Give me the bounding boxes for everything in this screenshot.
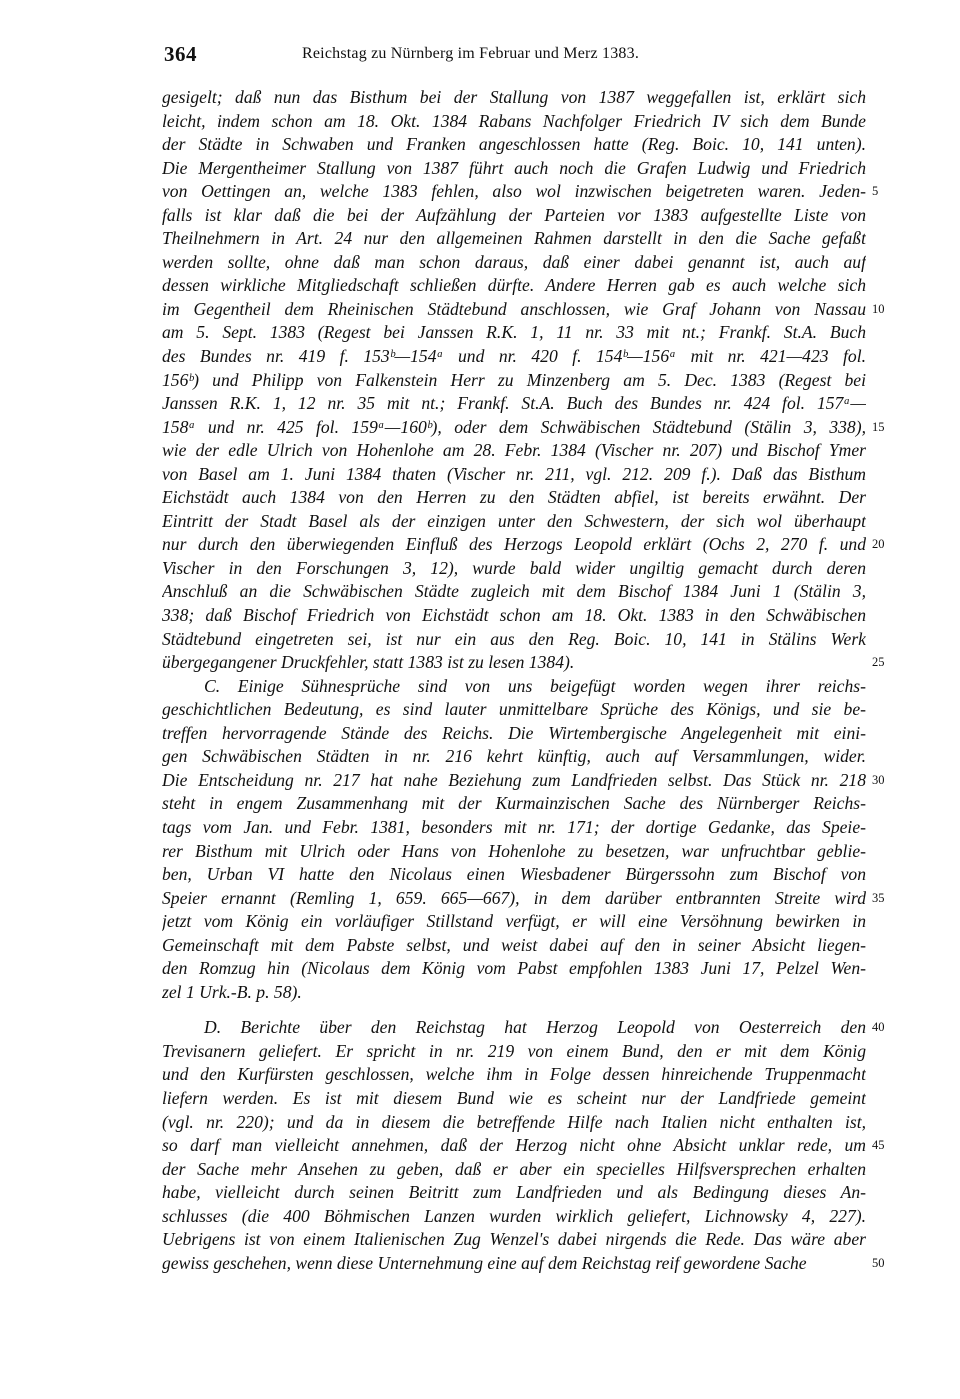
text-line: Theilnehmern in Art. 24 nur den allgemeinen Rahmen darstellt in den die Sache gefaßt [162,228,866,249]
text-line: C. Einige Sühnesprüche sind von uns beigefügt worden wegen ihrer reichs- [204,675,866,696]
margin-line-number: 35 [872,890,885,905]
text-line: ben, Urban VI hatte den Nicolaus einen Wiesbadener Bürgerssohn zum Bischof von [162,864,866,885]
text-line: steht in engem Zusammenhang mit der Kurmainzischen Sache des Nürnberger Reichs- [162,793,866,814]
text-line: dessen wirkliche Mitgliedschaft schließen dürfte. Andere Herren gab es auch welche sich [162,275,866,296]
text-line: 338; daß Bischof Friedrich von Eichstädt schon am 18. Okt. 1383 in den Schwäbischen [162,605,866,626]
text-line: im Gegentheil dem Rheinischen Städtebund anschlossen, wie Graf Johann von Nassau [162,298,866,319]
text-line: von Basel am 1. Juni 1384 thaten (Vischer nr. 211, vgl. 212. 209 f.). Daß das Bisthum [162,463,866,484]
text-line: D. Berichte über den Reichstag hat Herzog Leopold von Oesterreich den [204,1017,866,1038]
running-title: Reichstag zu Nürnberg im Februar und Merz 1383. [302,45,640,62]
text-line: Die Entscheidung nr. 217 hat nahe Beziehung zum Landfrieden selbst. Das Stück nr. 218 [162,769,866,790]
text-line: übergegangener Druckfehler, statt 1383 ist zu lesen 1384). [162,652,575,673]
text-line: Trevisanern geliefert. Er spricht in nr. 219 von einem Bund, den er mit dem König [162,1040,866,1061]
text-line: leicht, indem schon am 18. Okt. 1384 Rabans Nachfolger Friedrich IV sich dem Bunde [162,110,866,131]
text-line: Uebrigens ist von einem Italienischen Zug Wenzel's dabei nirgends die Rede. Das wäre aber [162,1229,866,1250]
text-line: am 5. Sept. 1383 (Regest bei Janssen R.K. 1, 11 nr. 33 mit nt.; Frankf. St.A. Buch [162,322,866,343]
text-line: gewiss geschehen, wenn diese Unternehmung eine auf dem Reichstag reif gewordene Sache [162,1252,807,1273]
margin-line-number: 20 [872,537,885,552]
text-line: liefern werden. Es ist mit diesem Bund wie es scheint nur der Landfriede gemeint [162,1087,866,1108]
text-line: Städtebund eingetreten sei, ist nur ein aus den Reg. Boic. 10, 141 in Stälins Werk [162,628,866,649]
margin-line-number: 10 [872,301,885,316]
page-number: 364 [164,42,197,66]
margin-line-number: 25 [872,655,885,670]
text-line: schlusses (die 400 Böhmischen Lanzen wurden wirklich geliefert, Lichnowsky 4, 227). [162,1205,866,1226]
text-line: so darf man vielleicht annehmen, daß der Herzog nicht ohne Absicht unklar rede, um [162,1135,866,1156]
margin-line-number: 50 [872,1255,885,1270]
text-line: tags vom Jan. und Febr. 1381, besonders mit nr. 171; der dortige Gedanke, das Speie- [162,816,866,837]
text-line: der Städte in Schwaben und Franken angeschlossen hatte (Reg. Boic. 10, 141 unten). [162,134,866,155]
margin-line-number: 5 [872,184,879,199]
text-line: Eintritt der Stadt Basel als der einzigen unter den Schwestern, der sich wol überhaupt [162,510,866,531]
text-line: werden sollte, ohne daß man schon daraus, daß einer dabei genannt ist, auch auf [162,251,866,272]
text-line: und den Kurfürsten geschlossen, welche ihm in Folge dessen hinreichende Truppenmacht [162,1064,866,1085]
text-line: 158ᵃ und nr. 425 fol. 159ᵃ—160ᵇ), oder dem Schwäbischen Städtebund (Stälin 3, 338), [162,416,866,437]
body-text [162,86,866,1275]
text-line: Janssen R.K. 1, 12 nr. 35 mit nt.; Frankf. St.A. Buch des Bundes nr. 424 fol. 157ᵃ— [162,393,866,414]
text-line: Die Mergentheimer Stallung von 1387 führt auch noch die Grafen Ludwig und Friedrich [162,157,866,178]
text-line: zel 1 Urk.-B. p. 58). [162,981,302,1002]
margin-line-number: 30 [872,772,885,787]
text-line: jetzt vom König ein vorläufiger Stillstand verfügt, er will eine Versöhnung bewirken in [162,911,866,932]
text-line: Eichstädt auch 1384 von den Herren zu den Städten abfiel, ist bereits erwähnt. Der [162,487,866,508]
margin-line-number: 45 [872,1138,885,1153]
text-line: falls ist klar daß die bei der Aufzählung der Parteien vor 1383 aufgestellte Liste von [162,204,866,225]
text-line: von Oettingen an, welche 1383 fehlen, also wol inzwischen beigetreten waren. Jeden- [162,181,866,202]
margin-line-number: 15 [872,419,885,434]
page-header [164,42,864,68]
text-line: des Bundes nr. 419 f. 153ᵇ—154ᵃ und nr. 420 f. 154ᵇ—156ᵃ mit nr. 421—423 fol. [162,346,866,367]
text-line: rer Bisthum mit Ulrich oder Hans von Hohenlohe zu besetzen, war unfruchtbar geblie- [162,840,866,861]
text-line: Speier ernannt (Remling 1, 659. 665—667), in dem darüber entbrannten Streite wird [162,887,866,908]
text-line: Anschluß an die Schwäbischen Städte zugleich mit dem Bischof 1384 Juni 1 (Stälin 3, [162,581,866,602]
text-line: habe, vielleicht durch seinen Beitritt zum Landfrieden und als Bedingung dieses An- [162,1182,866,1203]
text-line: gen Schwäbischen Städten in nr. 216 kehrt künftig, auch auf Versammlungen, wider. [162,746,866,767]
text-line: (vgl. nr. 220); und da in diesem die betreffende Hilfe nach Italien nicht enthalten ist, [162,1111,866,1132]
text-line: Vischer in den Forschungen 3, 12), wurde bald wider ungiltig gemacht durch deren [162,557,866,578]
text-line: der Sache mehr Ansehen zu geben, daß er aber ein specielles Hilfsversprechen erhalten [162,1158,866,1179]
text-line: 156ᵇ) und Philipp von Falkenstein Herr zu Minzenberg am 5. Dec. 1383 (Regest bei [162,369,866,390]
margin-line-number: 40 [872,1020,885,1035]
text-line: wie der edle Ulrich von Hohenlohe am 28. Febr. 1384 (Vischer nr. 207) und Bischof Ymer [162,440,866,461]
text-line: treffen hervorragende Stände des Reichs. Die Wirtembergische Angelegenheit mit eini- [162,722,866,743]
text-line: den Romzug hin (Nicolaus dem König vom Pabst empfohlen 1383 Juni 17, Pelzel Wen- [162,958,866,979]
text-line: Gemeinschaft mit dem Pabste selbst, und weist dabei auf den in seiner Absicht liegen- [162,934,866,955]
text-line: geschichtlichen Bedeutung, es sind lauter unmittelbare Sprüche des Königs, und sie be- [162,699,866,720]
text-line: nur durch den überwiegenden Einfluß des Herzogs Leopold erklärt (Ochs 2, 270 f. und [162,534,866,555]
text-line: gesigelt; daß nun das Bisthum bei der Stallung von 1387 weggefallen ist, erklärt sich [162,87,866,107]
